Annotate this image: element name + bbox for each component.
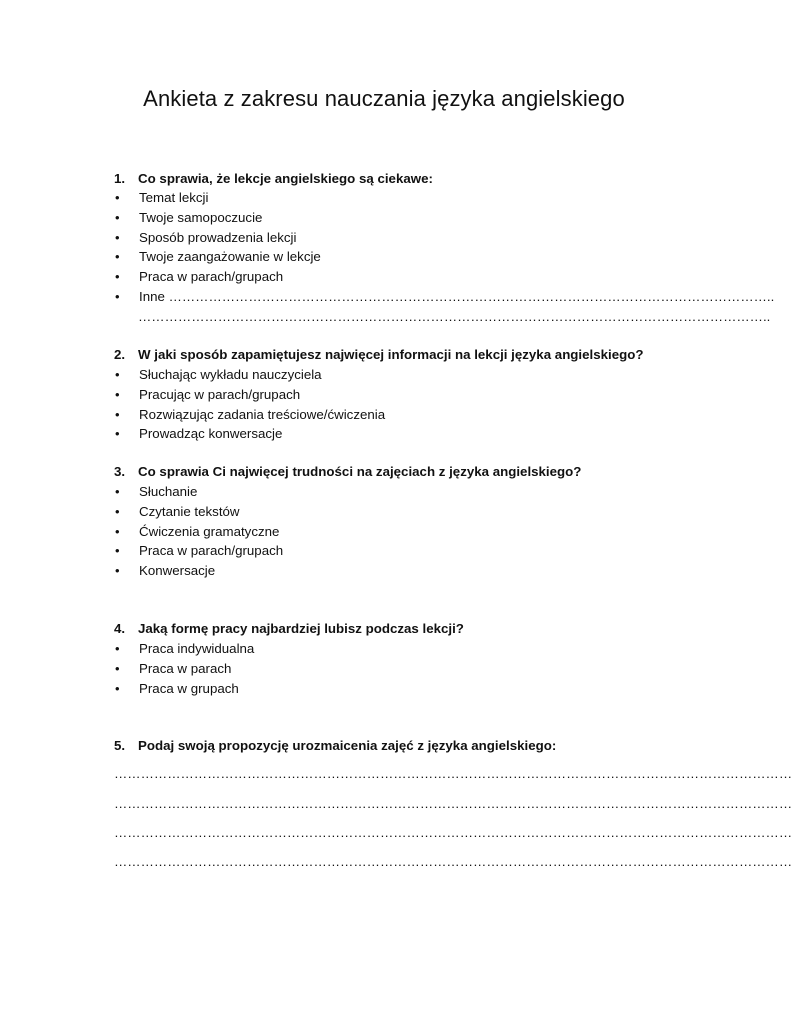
bullet-icon: • bbox=[115, 190, 120, 205]
option-item[interactable] bbox=[114, 541, 674, 561]
question-text: Co sprawia, że lekcje angielskiego są ciekawe: bbox=[138, 171, 433, 186]
option-label: Sposób prowadzenia lekcji bbox=[139, 229, 297, 245]
bullet-icon: • bbox=[115, 386, 120, 402]
question-text: Co sprawia Ci najwięcej trudności na zajęciach z języka angielskiego? bbox=[138, 464, 582, 479]
bullet-icon: • bbox=[115, 680, 120, 696]
question-4-options bbox=[114, 639, 674, 698]
question-3-options bbox=[114, 482, 674, 581]
option-label: Konwersacje bbox=[139, 563, 216, 579]
bullet-icon: • bbox=[115, 209, 120, 225]
question-number: 4. bbox=[114, 621, 126, 636]
bullet-icon: • bbox=[115, 641, 120, 656]
option-item[interactable] bbox=[114, 188, 674, 208]
question-number: 5. bbox=[114, 738, 126, 753]
option-item[interactable] bbox=[114, 365, 674, 385]
option-label: Temat lekcji bbox=[139, 190, 209, 205]
question-1-options bbox=[114, 188, 775, 307]
option-label: Praca w parach/grupach bbox=[139, 269, 284, 285]
option-label: Ćwiczenia gramatyczne bbox=[139, 523, 280, 539]
option-item[interactable] bbox=[114, 482, 674, 502]
question-2 bbox=[114, 345, 674, 365]
option-label: Praca w parach/grupach bbox=[139, 543, 284, 559]
question-text: Podaj swoją propozycję urozmaicenia zajęć z języka angielskiego: bbox=[138, 738, 557, 753]
option-item[interactable] bbox=[114, 228, 674, 248]
question-1 bbox=[114, 169, 674, 189]
bullet-icon: • bbox=[115, 484, 120, 499]
bullet-icon: • bbox=[115, 249, 120, 265]
question-2-options bbox=[114, 365, 674, 444]
option-label: Praca w grupach bbox=[139, 680, 239, 696]
option-item[interactable] bbox=[114, 267, 674, 287]
option-item[interactable] bbox=[114, 405, 674, 425]
option-label: Twoje zaangażowanie w lekcje bbox=[139, 249, 321, 265]
option-item[interactable] bbox=[114, 424, 674, 444]
bullet-icon: • bbox=[115, 543, 120, 559]
question-number: 3. bbox=[114, 464, 126, 479]
option-item[interactable] bbox=[114, 502, 674, 522]
bullet-icon: • bbox=[115, 503, 120, 519]
option-label: Twoje samopoczucie bbox=[139, 209, 263, 225]
option-item[interactable] bbox=[114, 247, 674, 267]
question-text: W jaki sposób zapamiętujesz najwięcej informacji na lekcji języka angielskiego? bbox=[138, 347, 644, 362]
answer-line[interactable]: ……………………………………………………………………………………………………………………………………… bbox=[114, 796, 792, 811]
bullet-icon: • bbox=[115, 426, 120, 442]
option-label: Słuchanie bbox=[139, 484, 198, 499]
option-label: Rozwiązując zadania treściowe/ćwiczenia bbox=[139, 406, 386, 422]
option-item[interactable] bbox=[114, 522, 674, 542]
question-3 bbox=[114, 462, 674, 482]
question-text: Jaką formę pracy najbardziej lubisz podczas lekcji? bbox=[138, 621, 464, 636]
question-number: 2. bbox=[114, 347, 126, 362]
bullet-icon: • bbox=[115, 288, 120, 304]
option-item-other[interactable] bbox=[114, 287, 775, 307]
option-item[interactable] bbox=[114, 639, 674, 659]
option-label: Pracując w parach/grupach bbox=[139, 386, 301, 402]
option-label: Prowadząc konwersacje bbox=[139, 426, 283, 442]
bullet-icon: • bbox=[115, 269, 120, 285]
other-continuation-line[interactable]: …………………………………………………………………………………………………………………………….. bbox=[138, 309, 771, 324]
bullet-icon: • bbox=[115, 660, 120, 676]
option-label: Słuchając wykładu nauczyciela bbox=[139, 367, 322, 382]
answer-line[interactable]: ……………………………………………………………………………………………………………………………………… bbox=[114, 854, 792, 869]
option-item[interactable] bbox=[114, 208, 674, 228]
bullet-icon: • bbox=[115, 229, 120, 245]
option-label: Czytanie tekstów bbox=[139, 503, 240, 519]
question-number: 1. bbox=[114, 171, 126, 186]
option-item[interactable] bbox=[114, 385, 674, 405]
bullet-icon: • bbox=[115, 523, 120, 539]
question-4 bbox=[114, 619, 674, 639]
question-5 bbox=[114, 736, 674, 756]
answer-line[interactable]: ……………………………………………………………………………………………………………………………………… bbox=[114, 825, 792, 840]
answer-line[interactable]: ……………………………………………………………………………………………………………………………………… bbox=[114, 766, 792, 781]
option-label: Praca w parach bbox=[139, 660, 232, 676]
option-item[interactable] bbox=[114, 561, 674, 581]
option-label: Inne ……………………………………………………………………………………………………………………….. bbox=[139, 288, 775, 304]
option-label: Praca indywidualna bbox=[139, 641, 255, 656]
option-item[interactable] bbox=[114, 659, 674, 679]
option-item[interactable] bbox=[114, 679, 674, 699]
bullet-icon: • bbox=[115, 406, 120, 422]
page-title: Ankieta z zakresu nauczania języka angielskiego bbox=[143, 86, 625, 111]
bullet-icon: • bbox=[115, 367, 120, 382]
bullet-icon: • bbox=[115, 563, 120, 579]
